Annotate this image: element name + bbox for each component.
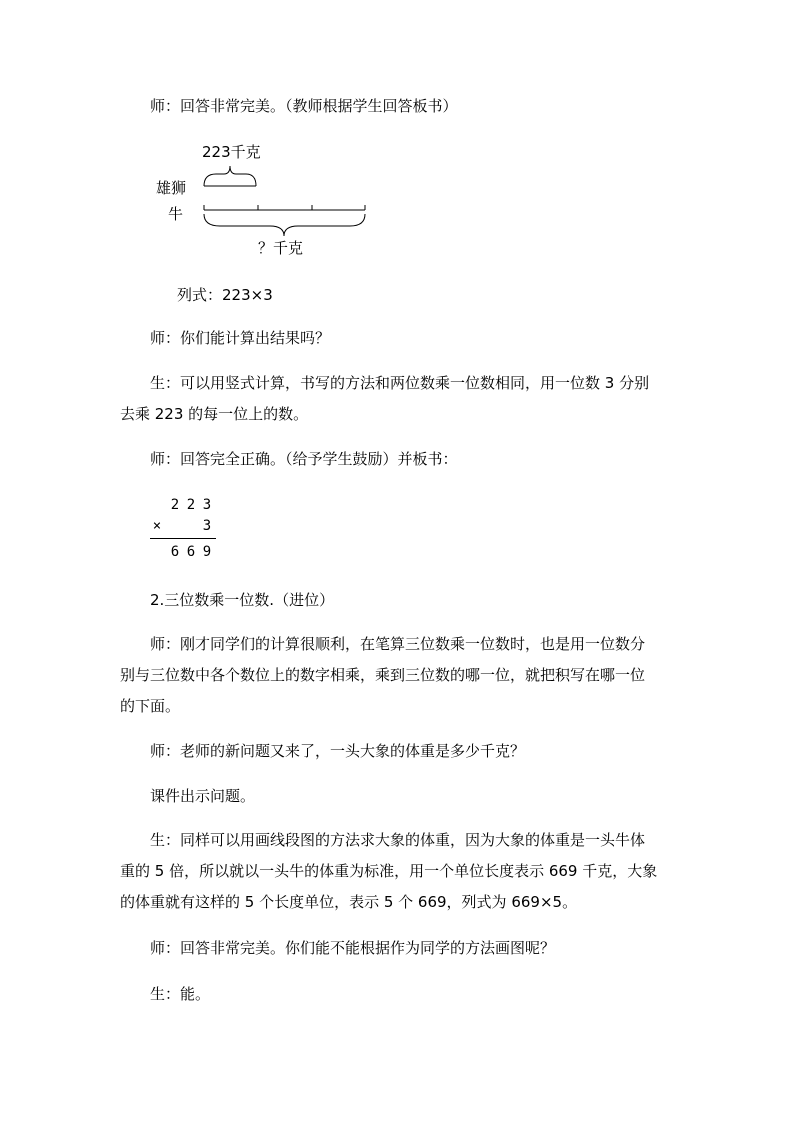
calc-digit: 3 [202,518,212,534]
calc-multiplicand-row [150,495,216,515]
paragraph-student-answer-line1: 生：可以用竖式计算，书写的方法和两位数乘一位数相同，用一位数 3 分别 [150,374,650,392]
calc-divider [150,538,216,539]
paragraph-teacher-explain-line1: 师：刚才同学们的计算很顺利，在笔算三位数乘一位数时，也是用一位数分 [150,635,646,653]
calc-digit: 9 [202,544,212,560]
paragraph-teacher-explain-line2: 别与三位数中各个数位上的数字相乘，乘到三位数的哪一位，就把积写在哪一位 [120,666,646,684]
paragraph-teacher-new-question: 师：老师的新问题又来了，一头大象的体重是多少千克？ [150,742,526,760]
bottom-brace [204,214,365,236]
calc-digit: 2 [186,497,196,513]
paragraph-teacher-draw: 师：回答非常完美。你们能不能根据作为同学的方法画图呢？ [150,939,556,957]
line-segment-diagram [150,140,370,260]
diagram-top-label: 223千克 [202,143,261,161]
section-heading: 2.三位数乘一位数.（进位） [150,591,335,609]
paragraph-courseware: 课件出示问题。 [150,787,256,805]
paragraph-student-elephant-line3: 的体重就有这样的 5 个长度单位，表示 5 个 669，列式为 669×5。 [120,893,578,911]
paragraph-student-answer-line2: 去乘 223 的每一位上的数。 [120,405,309,423]
top-brace [204,166,256,186]
vertical-calculation [150,495,230,565]
calc-operator: × [152,518,162,534]
paragraph-teacher-explain-line3: 的下面。 [120,697,181,715]
paragraph-teacher-question: 师：你们能计算出结果吗？ [150,329,331,347]
paragraph-student-elephant-line2: 重的 5 倍，所以就以一头牛的体重为标准，用一个单位长度表示 669 千克，大象 [120,862,658,880]
diagram-bottom-label: ？千克 [258,239,304,257]
calc-digit: 3 [202,497,212,513]
paragraph-teacher-praise: 师：回答非常完美。（教师根据学生回答板书） [150,97,458,115]
diagram-lion-label: 雄狮 [156,179,187,197]
paragraph-teacher-confirm: 师：回答完全正确。（给予学生鼓励）并板书： [150,450,458,468]
diagram-lines [150,140,370,260]
calc-digit: 6 [186,544,196,560]
calc-digit: 6 [170,544,180,560]
diagram-cow-label: 牛 [168,205,184,223]
calc-digit: 2 [170,497,180,513]
calc-result-row [150,542,216,562]
formula-line: 列式：223×3 [177,286,273,304]
paragraph-student-yes: 生：能。 [150,985,211,1003]
paragraph-student-elephant-line1: 生：同样可以用画线段图的方法求大象的体重，因为大象的体重是一头牛体 [150,831,646,849]
calc-multiplier-row [150,516,216,536]
